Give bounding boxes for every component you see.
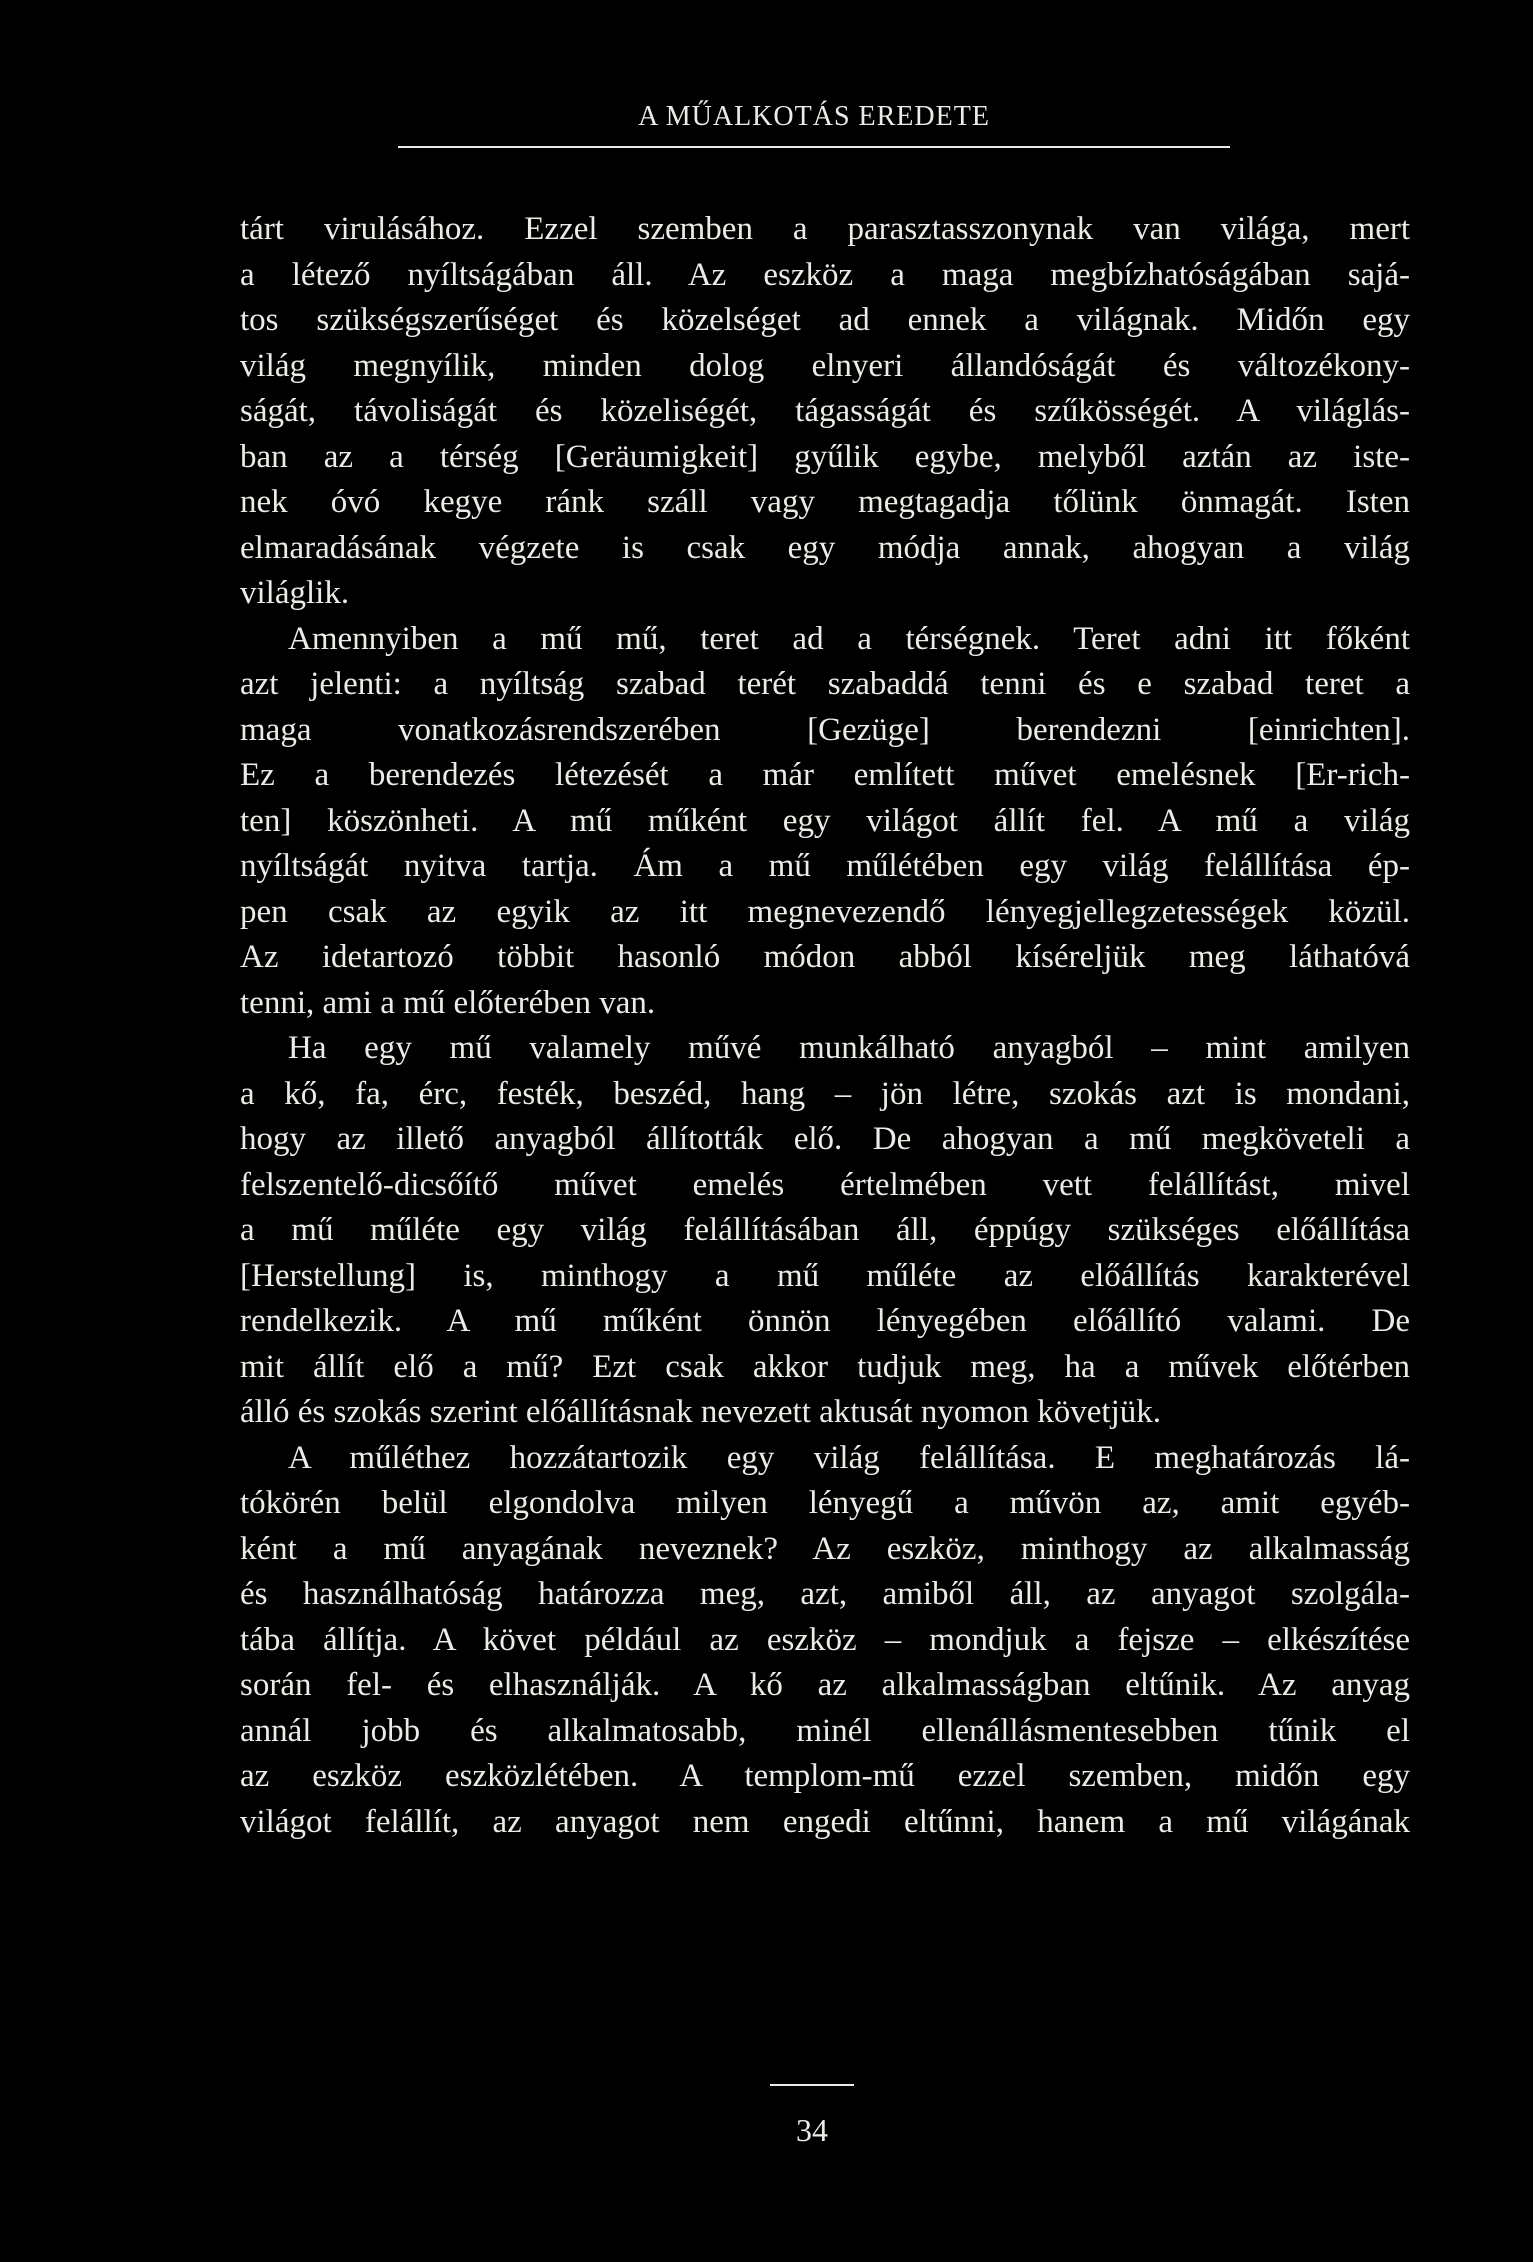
text-line: nek óvó kegye ránk száll vagy megtagadja tőlünk önmagát. Isten bbox=[240, 484, 1410, 520]
text-line: a kő, fa, érc, festék, beszéd, hang – jön létre, szokás azt is mondani, bbox=[240, 1075, 1410, 1112]
page-number: 34 bbox=[796, 2112, 828, 2148]
text-line: A műléthez hozzátartozik egy világ felállítása. E meghatározás lá- bbox=[288, 1439, 1410, 1476]
text-line: Az idetartozó többit hasonló módon abból kíséreljük meg láthatóvá bbox=[240, 939, 1410, 975]
text-line: világot felállít, az anyagot nem engedi eltűnni, hanem a mű világának bbox=[240, 1803, 1410, 1840]
text-line: világlik. bbox=[240, 575, 350, 611]
text-line: és használhatóság határozza meg, azt, amiből áll, az anyagot szolgála- bbox=[240, 1576, 1410, 1612]
running-head: A MŰALKOTÁS EREDETE bbox=[638, 101, 990, 132]
text-line: ként a mű anyagának neveznek? Az eszköz, minthogy az alkalmasság bbox=[240, 1530, 1410, 1567]
text-line: azt jelenti: a nyíltság szabad terét szabaddá tenni és e szabad teret a bbox=[240, 666, 1410, 702]
text-line: ten] köszönheti. A mű műként egy világot állít fel. A mű a világ bbox=[240, 802, 1410, 839]
footer-rule bbox=[770, 2084, 854, 2086]
text-line: maga vonatkozásrendszerében [Gezüge] berendezni [einrichten]. bbox=[240, 711, 1410, 748]
text-line: tókörén belül elgondolva milyen lényegű a művön az, amit egyéb- bbox=[240, 1485, 1410, 1521]
text-line: mit állít elő a mű? Ezt csak akkor tudjuk meg, ha a művek előtérben bbox=[240, 1348, 1410, 1385]
text-line: felszentelő-dicsőítő művet emelés értelmében vett felállítást, mivel bbox=[240, 1166, 1410, 1203]
text-line: álló és szokás szerint előállításnak nevezett aktusát nyomon követjük. bbox=[240, 1394, 1161, 1430]
header-rule bbox=[398, 146, 1230, 148]
text-line: ságát, távoliságát és közeliségét, tágasságát és szűkösségét. A világlás- bbox=[240, 393, 1410, 429]
text-line: [Herstellung] is, minthogy a mű műléte az előállítás karakterével bbox=[240, 1257, 1410, 1294]
text-line: annál jobb és alkalmatosabb, minél ellenállásmentesebben tűnik el bbox=[240, 1712, 1410, 1749]
text-line: során fel- és elhasználják. A kő az alkalmasságban eltűnik. Az anyag bbox=[240, 1667, 1410, 1703]
text-line: a mű műléte egy világ felállításában áll, éppúgy szükséges előállítása bbox=[240, 1212, 1410, 1248]
text-line: ban az a térség [Geräumigkeit] gyűlik egybe, melyből aztán az iste- bbox=[240, 438, 1410, 475]
body-text bbox=[240, 207, 1410, 1845]
text-line: hogy az illető anyagból állították elő. De ahogyan a mű megköveteli a bbox=[240, 1121, 1410, 1157]
text-line: tárt virulásához. Ezzel szemben a parasztasszonynak van világa, mert bbox=[240, 211, 1410, 247]
text-line: Amennyiben a mű mű, teret ad a térségnek. Teret adni itt főként bbox=[288, 620, 1410, 657]
text-line: elmaradásának végzete is csak egy módja annak, ahogyan a világ bbox=[240, 529, 1410, 566]
text-line: világ megnyílik, minden dolog elnyeri állandóságát és változékony- bbox=[240, 347, 1410, 384]
text-line: az eszköz eszközlétében. A templom-mű ezzel szemben, midőn egy bbox=[240, 1758, 1410, 1794]
text-line: Ha egy mű valamely művé munkálható anyagból – mint amilyen bbox=[288, 1030, 1410, 1066]
text-line: tenni, ami a mű előterében van. bbox=[240, 984, 656, 1021]
text-line: nyíltságát nyitva tartja. Ám a mű műlétében egy világ felállítása ép- bbox=[240, 848, 1410, 884]
text-line: rendelkezik. A mű műként önnön lényegében előállító valami. De bbox=[240, 1303, 1410, 1339]
text-line: tába állítja. A követ például az eszköz – mondjuk a fejsze – elkészítése bbox=[240, 1621, 1410, 1658]
text-line: pen csak az egyik az itt megnevezendő lényegjellegzetességek közül. bbox=[240, 893, 1410, 930]
text-line: tos szükségszerűséget és közelséget ad ennek a világnak. Midőn egy bbox=[240, 302, 1410, 338]
text-line: Ez a berendezés létezését a már említett művet emelésnek [Er-rich- bbox=[240, 757, 1410, 793]
text-line: a létező nyíltságában áll. Az eszköz a maga megbízhatóságában sajá- bbox=[240, 256, 1410, 293]
